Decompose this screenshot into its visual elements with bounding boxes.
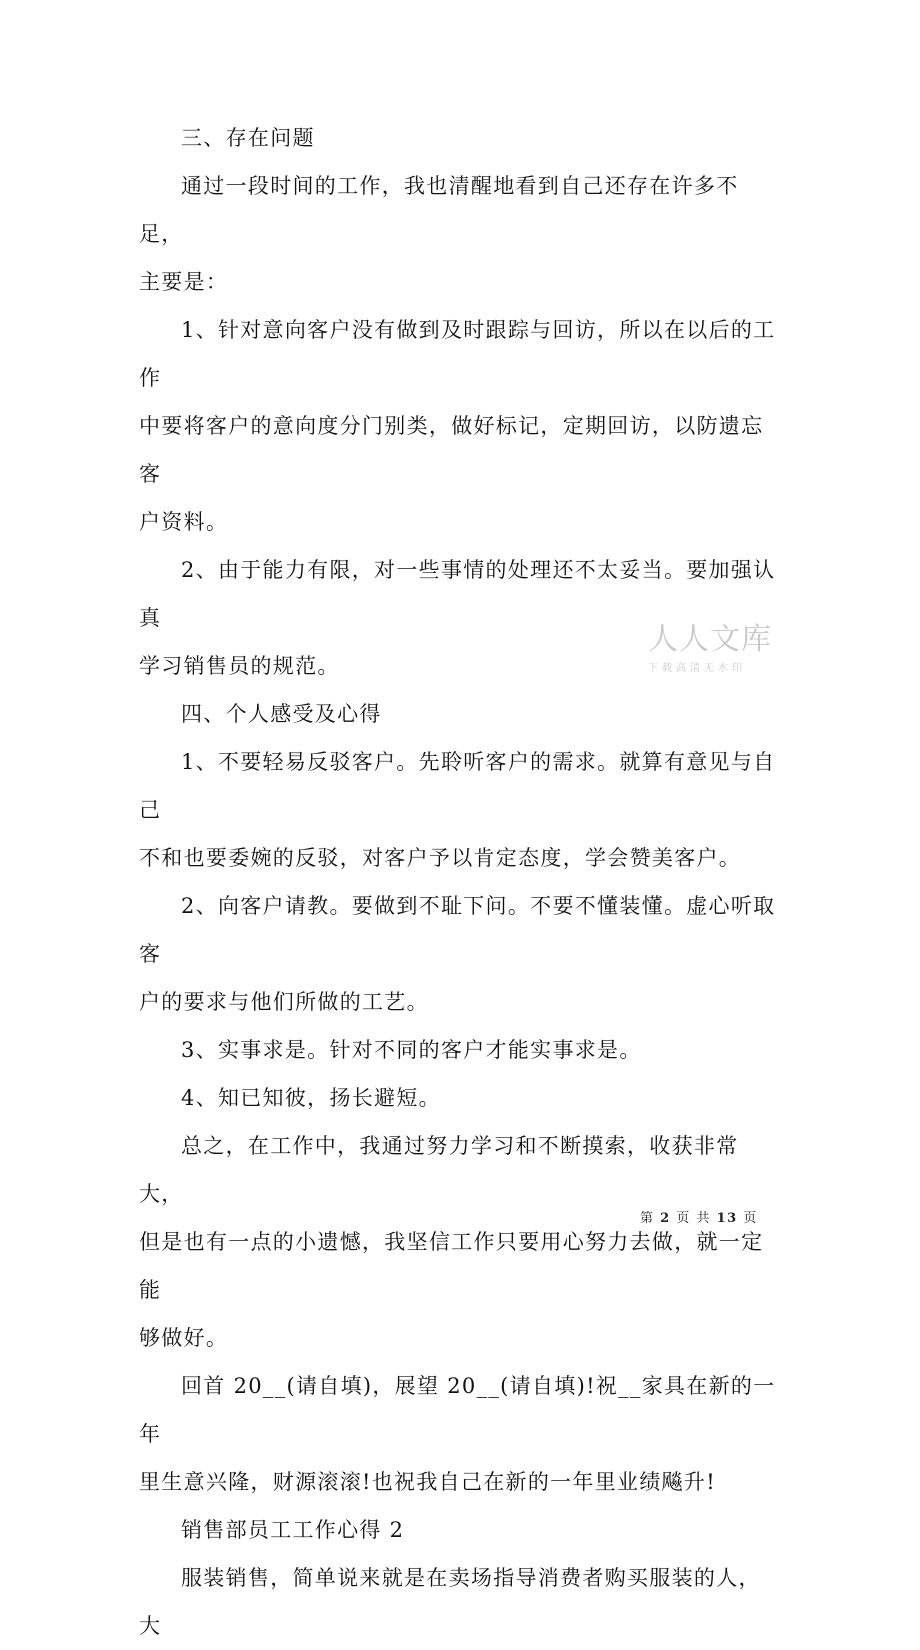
paragraph-article-2-intro [139, 1554, 779, 1650]
text-line: 总之，在工作中，我通过努力学习和不断摸索，收获非常大， [139, 1134, 739, 1206]
paragraph-problem-1 [139, 306, 779, 546]
paragraph-insight-3 [139, 1026, 779, 1074]
footer-prefix: 第 [640, 1211, 655, 1226]
watermark-title: 人人文库 [648, 622, 772, 657]
text-line: 三、存在问题 [181, 126, 315, 150]
text-line: 回首 20__(请自填)，展望 20__(请自填)!祝__家具在新的一年 [139, 1374, 776, 1446]
page-footer [640, 1207, 785, 1226]
text-line: 4、知已知彼，扬长避短。 [181, 1086, 441, 1110]
text-line: 2、由于能力有限，对一些事情的处理还不太妥当。要加强认真 [139, 558, 776, 630]
text-line: 不和也要委婉的反驳，对客户予以肯定态度，学会赞美客户。 [139, 846, 742, 870]
text-line: 2、向客户请教。要做到不耻下问。不要不懂装懂。虚心听取客 [139, 894, 776, 966]
text-line: 1、针对意向客户没有做到及时跟踪与回访，所以在以后的工作 [139, 318, 776, 390]
text-line: 四、个人感受及心得 [181, 702, 382, 726]
text-line: 够做好。 [139, 1326, 229, 1350]
text-line: 销售部员工工作心得 2 [181, 1518, 405, 1542]
paragraph-insight-1 [139, 738, 779, 882]
document-body [139, 114, 779, 1650]
paragraph-article-2-title [139, 1506, 779, 1554]
text-line: 主要是： [139, 270, 229, 294]
paragraph-insight-2 [139, 882, 779, 1026]
paragraph-summary [139, 1122, 779, 1362]
paragraph-insight-4 [139, 1074, 779, 1122]
text-line: 通过一段时间的工作，我也清醒地看到自己还存在许多不足， [139, 174, 739, 246]
text-line: 服装销售，简单说来就是在卖场指导消费者购买服装的人，大 [139, 1566, 761, 1638]
paragraph-problem-2 [139, 546, 779, 690]
paragraph-section-3-heading [139, 114, 779, 162]
footer-total-pages: 13 [716, 1211, 738, 1226]
text-line: 户资料。 [139, 510, 229, 534]
footer-suffix: 页 [743, 1211, 758, 1226]
footer-middle: 页 共 [676, 1211, 711, 1226]
text-line: 里生意兴隆，财源滚滚!也祝我自己在新的一年里业绩飚升! [139, 1470, 716, 1494]
text-line: 3、实事求是。针对不同的客户才能实事求是。 [181, 1038, 642, 1062]
paragraph-intro [139, 162, 779, 306]
text-line: 1、不要轻易反驳客户。先聆听客户的需求。就算有意见与自己 [139, 750, 776, 822]
paragraph-section-4-heading [139, 690, 779, 738]
text-line: 学习销售员的规范。 [139, 654, 340, 678]
footer-current-page: 2 [660, 1211, 671, 1226]
text-line: 但是也有一点的小遗憾，我坚信工作只要用心努力去做，就一定能 [139, 1230, 764, 1302]
text-line: 户的要求与他们所做的工艺。 [139, 990, 429, 1014]
paragraph-outlook [139, 1362, 779, 1506]
text-line: 中要将客户的意向度分门别类，做好标记，定期回访，以防遗忘客 [139, 414, 764, 486]
watermark-subtitle: 下载高清无水印 [648, 663, 746, 674]
